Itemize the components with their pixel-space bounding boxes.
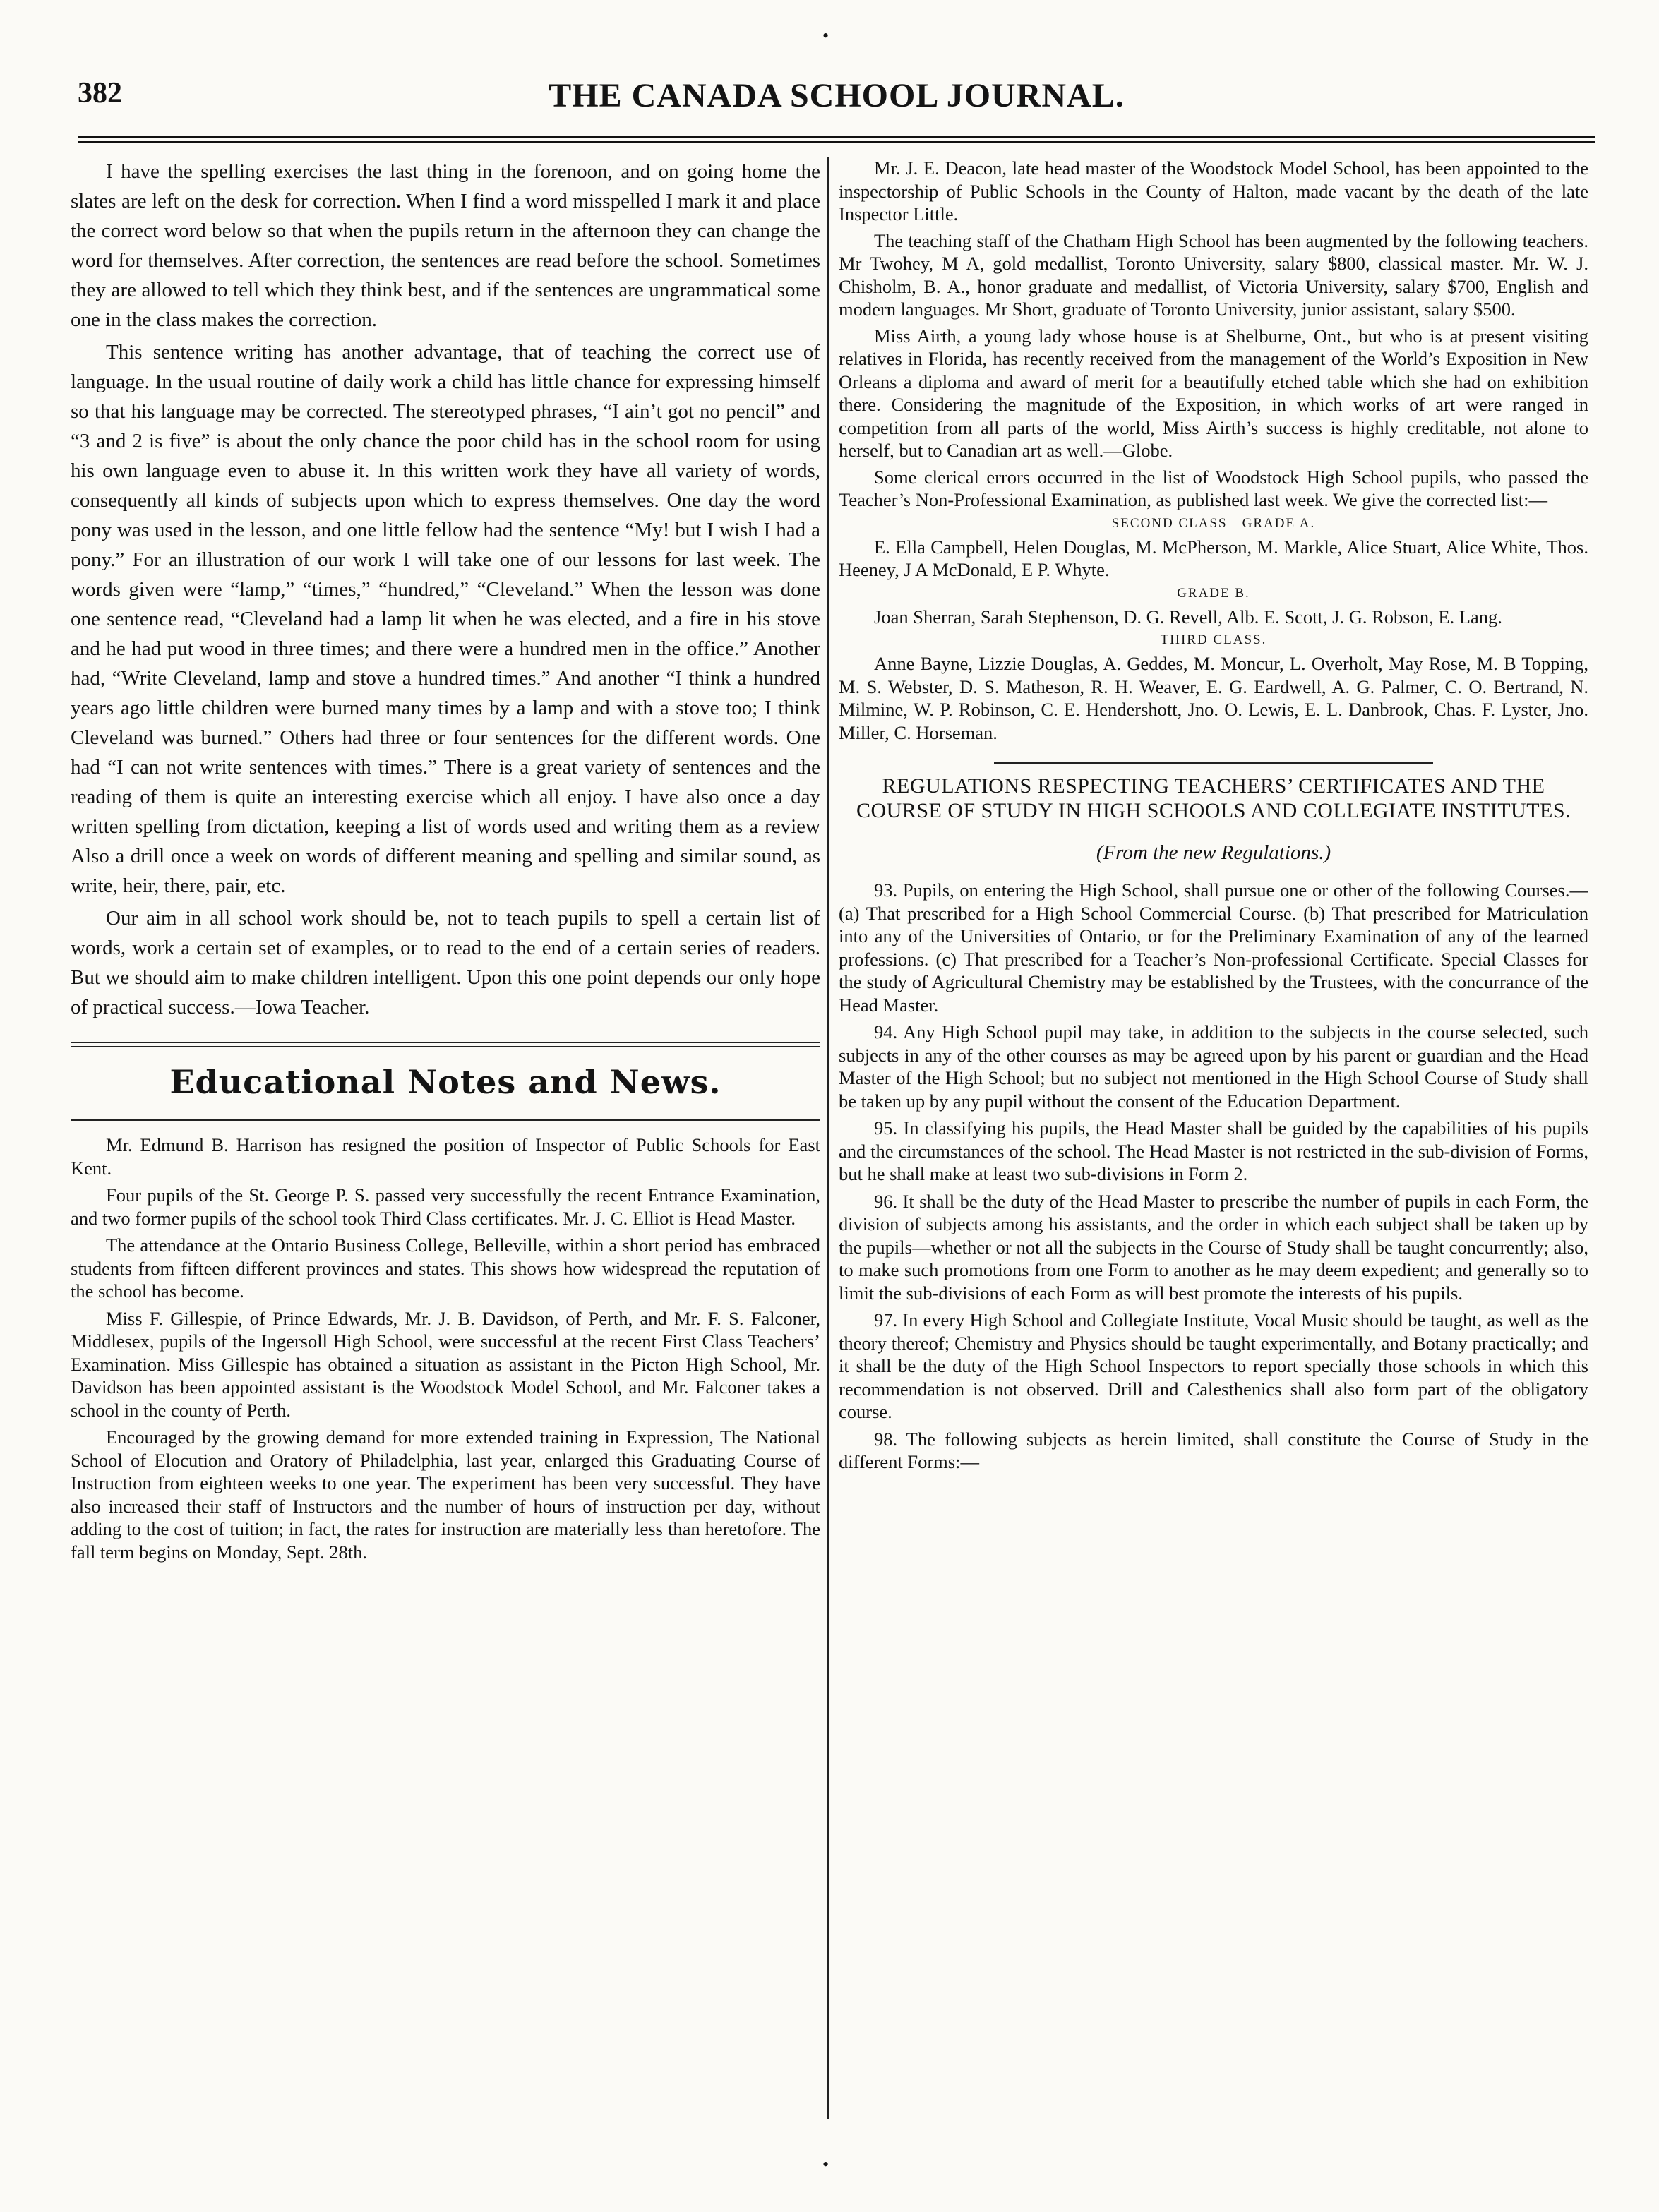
regulations-subtitle: (From the new Regulations.) bbox=[1096, 841, 1331, 864]
section-heading: Educational Notes and News. bbox=[169, 1063, 721, 1101]
regulation-item: 96. It shall be the duty of the Head Master to prescribe the number of pupils in each Form, the division of subjects among his assistants, and the order in which each subject shall be taken up by the pupils—whether or not all the subjects in the Course of Study shall be taught concurrently; also, to make such promotions from one Form to another as he may deem expedient; and generally so to limit the sub-divisions of each Form as will best promote the interests of his pupils. bbox=[839, 1190, 1588, 1304]
news-list-right bbox=[839, 157, 1588, 744]
grade-b-names: Joan Sherran, Sarah Stephenson, D. G. Revell, Alb. E. Scott, J. G. Robson, E. Lang. bbox=[874, 606, 1502, 627]
regulation-item: 97. In every High School and Collegiate Institute, Vocal Music should be taught, as well as the theory thereof; Chemistry and Physics should be taught experimentally, and Botany practically; and it shall be the duty of the High School Inspectors to report specially those schools in which this recommendation is not observed. Drill and Calesthenics shall also form part of the obligatory course. bbox=[839, 1309, 1588, 1422]
news-item: Mr. Edmund B. Harrison has resigned the position of Inspector of Public Schools for East Kent. bbox=[71, 1134, 820, 1179]
page-number: 382 bbox=[78, 77, 122, 109]
page-mark-top: • bbox=[822, 25, 830, 46]
page-header bbox=[78, 76, 1595, 126]
article-paragraph: This sentence writing has another advantage, that of teaching the correct use of language. In the usual routine of daily work a child has little chance for expressing himself so that his language may be corrected. The stereotyped phrases, “I ain’t got no pencil” and “3 and 2 is five” is about the only chance the poor child has in the school room for using his own language even to abuse it. In this written work they have all variety of words, consequently all kinds of subjects upon which to express themselves. One day the word pony was used in the lesson, and one little fellow had the sentence “My! but I wish I had a pony.” For an illustration of our work I will take one of our lessons for last week. The words given were “lamp,” “times,” “hundred,” “Cleveland.” When the lesson was done one sentence read, “Cleveland had a lamp lit when he was elected, and a fire in his stove and he had put wood in three times; and there were a hundred men in the office.” Another had, “Write Cleveland, lamp and stove a hundred times.” And another “I think a hundred years ago little children were burned many times by a lamp and with a stove too; I think Cleveland was burned.” Others had three or four sentences for the different words. One had “I can not write sentences with times.” There is a great variety of sentences and the reading of them is quite an interesting exercise which all enjoy. I have also once a day written spelling from dictation, keeping a list of words used and writing them as a review Also a drill once a week on words of different meaning and spelling and similar sound, as write, heir, there, pair, etc. bbox=[71, 341, 820, 897]
news-item: Miss Airth, a young lady whose house is at Shelburne, Ont., but who is at present visiting relatives in Florida, has recently received from the management of the World’s Exposition in New Orleans a diploma and award of merit for a beautifully etched table which she had on exhibition there. Considering the magnitude of the Exposition, in which works of art were ranged in competition from all parts of the world, Miss Airth’s success is highly creditable, not alone to herself, but to Canadian art as well.—Globe. bbox=[839, 325, 1588, 461]
grade-a-names: E. Ella Campbell, Helen Douglas, M. McPherson, M. Markle, Alice Stuart, Alice White, Thos. Heeney, J A McDonald, E P. Whyte. bbox=[839, 536, 1588, 580]
section-rule bbox=[71, 1042, 820, 1047]
heading-rule bbox=[71, 1119, 820, 1121]
regulation-item: 98. The following subjects as herein limited, shall constitute the Course of Study in the different Forms:— bbox=[839, 1428, 1588, 1472]
left-column bbox=[71, 157, 820, 2141]
page-mark-bottom: • bbox=[822, 2154, 830, 2175]
grade-a-heading: SECOND CLASS—GRADE A. bbox=[1111, 515, 1316, 531]
header-rule bbox=[78, 136, 1595, 138]
article-paragraph: Our aim in all school work should be, not to teach pupils to spell a certain list of words, work a certain set of examples, or to read to the end of a certain series of readers. But we should aim to make children intelligent. Upon this one point depends our only hope of practical success.—Iowa Teacher. bbox=[71, 907, 820, 1018]
news-item: Mr. J. E. Deacon, late head master of the Woodstock Model School, has been appointed to the inspectorship of Public Schools in the County of Halton, made vacant by the death of the late Inspector Little. bbox=[839, 157, 1588, 224]
news-list-left bbox=[71, 1134, 820, 1563]
journal-title: THE CANADA SCHOOL JOURNAL. bbox=[549, 77, 1125, 114]
regulations-title: REGULATIONS RESPECTING TEACHERS’ CERTIFICATES AND THE COURSE OF STUDY IN HIGH SCHOOLS AND COLLEGIATE INSTITUTES. bbox=[856, 774, 1571, 822]
column-divider bbox=[827, 157, 829, 2119]
third-class-names: Anne Bayne, Lizzie Douglas, A. Geddes, M. Moncur, L. Overholt, May Rose, M. B Topping, M. S. Webster, D. S. Matheson, R. H. Weaver, E. G. Eardwell, A. G. Palmer, C. O. Bertrand, N. Milmine, W. P. Robinson, C. E. Hendershott, Jno. O. Lewis, E. L. Danbrook, Chas. F. Lyster, Jno. Miller, C. Horseman. bbox=[839, 653, 1588, 743]
right-column bbox=[839, 157, 1588, 2141]
news-item: The attendance at the Ontario Business College, Belleville, within a short period has embraced students from fifteen different provinces and states. This shows how widespread the reputation of the school has become. bbox=[71, 1234, 820, 1302]
regulations-rule bbox=[994, 762, 1433, 764]
news-item: The teaching staff of the Chatham High School has been augmented by the following teachers. Mr Twohey, M A, gold medallist, Toronto University, salary $800, classical master. Mr. W. J. Chisholm, B. A., honor graduate and medallist, of Victoria University, salary $700, English and modern languages. Mr Short, graduate of Toronto University, junior assistant, salary $500. bbox=[839, 229, 1588, 320]
news-item: Four pupils of the St. George P. S. passed very successfully the recent Entrance Examination, and two former pupils of the school took Third Class certificates. Mr. J. C. Elliot is Head Master. bbox=[71, 1184, 820, 1229]
article-spelling bbox=[71, 157, 820, 1022]
news-item: Encouraged by the growing demand for more extended training in Expression, The National School of Elocution and Oratory of Philadelphia, last year, enlarged this Graduating Course of Instruction from eighteen weeks to one year. The experiment has been very successful. They have also increased their staff of Instructors and the number of hours of instruction per day, without adding to the cost of tuition; in fact, the rates for instruction are materially less than heretofore. The fall term begins on Monday, Sept. 28th. bbox=[71, 1426, 820, 1563]
article-paragraph: I have the spelling exercises the last thing in the forenoon, and on going home the slates are left on the desk for correction. When I find a word misspelled I mark it and place the correct word below so that when the pupils return in the afternoon they can change the word for themselves. After correction, the sentences are read before the school. Sometimes they are allowed to tell which they think best, and if the sentences are ungrammatical some one in the class makes the correction. bbox=[71, 160, 820, 331]
header-rule-secondary bbox=[78, 141, 1595, 143]
news-item: Miss F. Gillespie, of Prince Edwards, Mr. J. B. Davidson, of Perth, and Mr. F. S. Falconer, Middlesex, pupils of the Ingersoll High School, were successful at the recent First Class Teachers’ Examination. Miss Gillespie has obtained a situation as assistant in the Picton High School, Mr. Davidson has been appointed assistant is the Woodstock Model School, and Mr. Falconer takes a school in the county of Perth. bbox=[71, 1307, 820, 1421]
regulation-item: 93. Pupils, on entering the High School, shall pursue one or other of the following Courses.—(a) That prescribed for a High School Commercial Course. (b) That prescribed for Matriculation into any of the Universities of Ontario, or for the Preliminary Examination of any of the learned professions. (c) That prescribed for a Teacher’s Non-professional Certificate. Special Classes for the study of Agricultural Chemistry may be established by the Trustees, with the concurrance of the Head Master. bbox=[839, 879, 1588, 1016]
third-class-heading: THIRD CLASS. bbox=[1160, 632, 1267, 647]
regulations-list bbox=[839, 879, 1588, 1474]
regulation-item: 95. In classifying his pupils, the Head Master shall be guided by the capabilities of his pupils and the circumstances of the school. The Head Master is not restricted in the sub-division of Forms, but he shall make at least two sub-divisions in Form 2. bbox=[839, 1117, 1588, 1184]
regulation-item: 94. Any High School pupil may take, in addition to the subjects in the course selected, such subjects in any of the other courses as may be agreed upon by his parent or guardian and the Head Master of the High School; but no subject not mentioned in the High School Course of Study shall be taken up by any pupil without the consent of the Education Department. bbox=[839, 1021, 1588, 1112]
grade-b-heading: GRADE B. bbox=[1177, 585, 1250, 601]
news-item: Some clerical errors occurred in the list of Woodstock High School pupils, who passed the Teacher’s Non-Professional Examination, as published last week. We give the corrected list:— bbox=[839, 466, 1588, 510]
